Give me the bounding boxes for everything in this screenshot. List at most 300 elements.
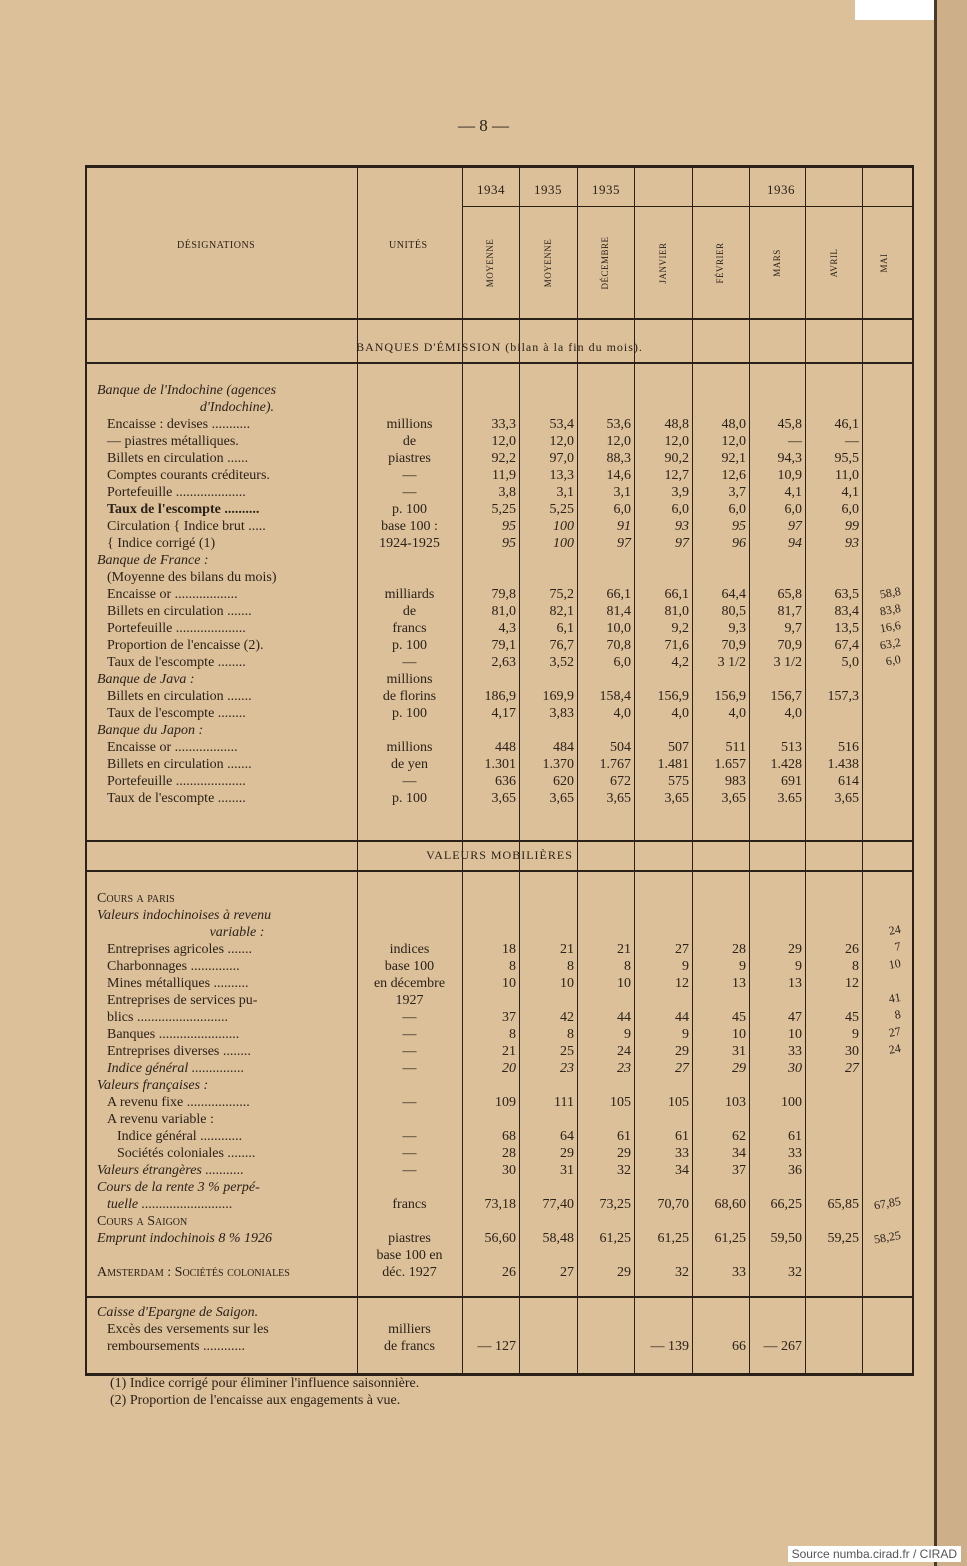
table-row bbox=[87, 569, 904, 586]
table-row bbox=[87, 1023, 904, 1043]
cell-value: 6,0 bbox=[841, 502, 859, 517]
row-label: A revenu variable : bbox=[107, 1112, 214, 1127]
cell-value-mai: 63,2 bbox=[878, 634, 902, 653]
cell-value: 29 bbox=[560, 1146, 574, 1161]
cell-value bbox=[462, 1111, 519, 1128]
cell-value: 8 bbox=[509, 1027, 516, 1042]
cell-value bbox=[519, 1111, 577, 1128]
row-label: Billets en circulation ....... bbox=[107, 757, 252, 772]
cell-value: 100 bbox=[553, 536, 574, 551]
row-unit bbox=[357, 890, 462, 907]
table-row bbox=[87, 907, 904, 924]
cell-value: 27 bbox=[675, 942, 689, 957]
cell-value: 62 bbox=[732, 1129, 746, 1144]
cell-value-mai: 58,25 bbox=[872, 1227, 902, 1247]
cell-value bbox=[462, 399, 519, 416]
cell-value: 3,83 bbox=[549, 706, 574, 721]
cell-value bbox=[634, 569, 692, 586]
cell-value bbox=[805, 1264, 862, 1281]
cell-value: 32 bbox=[675, 1265, 689, 1280]
cell-value: 5,25 bbox=[549, 502, 574, 517]
row-unit bbox=[357, 924, 462, 941]
cell-value: 45 bbox=[845, 1010, 859, 1025]
table-row bbox=[87, 1264, 904, 1281]
cell-value: 3.65 bbox=[777, 791, 802, 806]
cell-value: 5,25 bbox=[491, 502, 516, 517]
cell-value: 10 bbox=[560, 976, 574, 991]
cell-value: 82,1 bbox=[549, 604, 574, 619]
cell-value bbox=[462, 992, 519, 1009]
cell-value: 3,9 bbox=[671, 485, 689, 500]
source-credit: Source numba.cirad.fr / CIRAD bbox=[788, 1546, 961, 1562]
row-unit: indices bbox=[389, 942, 430, 957]
cell-value bbox=[692, 992, 749, 1009]
cell-value bbox=[462, 890, 519, 907]
cell-value: 92,2 bbox=[491, 451, 516, 466]
cell-value: 24 bbox=[617, 1044, 631, 1059]
cell-value: 4,17 bbox=[491, 706, 516, 721]
cell-value bbox=[519, 1321, 577, 1338]
cell-value bbox=[805, 1145, 862, 1162]
cell-value: 99 bbox=[845, 519, 859, 534]
header-month: AVRIL bbox=[829, 248, 839, 278]
cell-value: 77,40 bbox=[542, 1197, 574, 1212]
row-unit bbox=[357, 1179, 462, 1196]
cell-value bbox=[577, 1077, 634, 1094]
row-unit bbox=[357, 1111, 462, 1128]
cell-value bbox=[519, 1213, 577, 1230]
cell-value: 13 bbox=[788, 976, 802, 991]
cell-value: 28 bbox=[502, 1146, 516, 1161]
header-divider bbox=[87, 318, 912, 320]
row-unit: francs bbox=[392, 621, 427, 636]
cell-value bbox=[462, 671, 519, 688]
cell-value bbox=[462, 1247, 519, 1264]
cell-value: 12 bbox=[845, 976, 859, 991]
cell-value bbox=[462, 382, 519, 399]
cell-value-mai: 10 bbox=[887, 955, 902, 972]
table-row bbox=[87, 1338, 904, 1355]
footnote: (1) Indice corrigé pour éliminer l'influence saisonnière. bbox=[110, 1376, 420, 1391]
row-label: Banque du Japon : bbox=[97, 723, 204, 738]
row-unit: — bbox=[402, 1129, 417, 1144]
cell-value bbox=[519, 1304, 577, 1321]
cell-value: 10,9 bbox=[777, 468, 802, 483]
header-month: JANVIER bbox=[658, 242, 668, 284]
row-label: A revenu fixe .................. bbox=[107, 1095, 250, 1110]
row-unit: — bbox=[402, 1044, 417, 1059]
cell-value bbox=[462, 924, 519, 941]
next-page-edge bbox=[934, 0, 967, 1566]
cell-value: 29 bbox=[617, 1265, 631, 1280]
cell-value bbox=[577, 1179, 634, 1196]
cell-value: 9,7 bbox=[784, 621, 802, 636]
row-unit bbox=[357, 1213, 462, 1230]
cell-value: 3,1 bbox=[556, 485, 574, 500]
table-row bbox=[87, 535, 904, 552]
row-label: Circulation { Indice brut ..... bbox=[107, 519, 266, 534]
cell-value bbox=[749, 924, 805, 941]
table-row bbox=[87, 1006, 904, 1026]
cell-value: 73,25 bbox=[599, 1197, 631, 1212]
table-row bbox=[87, 921, 904, 941]
section-title: BANQUES D'ÉMISSION (bilan à la fin du mois). bbox=[356, 340, 643, 354]
row-label: Taux de l'escompte ........ bbox=[107, 791, 246, 806]
cell-value bbox=[634, 1304, 692, 1321]
header-year: 1935 bbox=[534, 182, 562, 197]
cell-value bbox=[577, 399, 634, 416]
row-label: — piastres métalliques. bbox=[107, 434, 239, 449]
cell-value bbox=[805, 1247, 862, 1264]
cell-value bbox=[692, 890, 749, 907]
cell-value bbox=[634, 890, 692, 907]
row-unit: p. 100 bbox=[392, 638, 427, 653]
cell-value bbox=[805, 890, 862, 907]
cell-value bbox=[692, 1304, 749, 1321]
cell-value: 36 bbox=[788, 1163, 802, 1178]
cell-value: 4,0 bbox=[613, 706, 631, 721]
row-unit bbox=[357, 569, 462, 586]
cell-value bbox=[749, 399, 805, 416]
row-label: Encaisse or .................. bbox=[107, 740, 238, 755]
cell-value: 448 bbox=[495, 740, 516, 755]
cell-value bbox=[519, 1338, 577, 1355]
cell-value: 45,8 bbox=[777, 417, 802, 432]
cell-value: 14,6 bbox=[606, 468, 631, 483]
cell-value bbox=[749, 552, 805, 569]
cell-value: 1.438 bbox=[827, 757, 859, 772]
row-label: Billets en circulation ...... bbox=[107, 451, 249, 466]
row-unit: — bbox=[402, 468, 417, 483]
row-unit bbox=[357, 1304, 462, 1321]
cell-value bbox=[577, 1111, 634, 1128]
cell-value: 6,0 bbox=[784, 502, 802, 517]
cell-value bbox=[692, 1179, 749, 1196]
cell-value: 983 bbox=[725, 774, 746, 789]
cell-value bbox=[692, 399, 749, 416]
cell-value bbox=[749, 1077, 805, 1094]
cell-value: 13 bbox=[732, 976, 746, 991]
table-row bbox=[87, 1094, 904, 1111]
row-unit: millions bbox=[386, 417, 433, 432]
row-label: Excès des versements sur les bbox=[107, 1322, 269, 1337]
header-month: MOYENNE bbox=[543, 238, 553, 288]
cell-value bbox=[519, 382, 577, 399]
cell-value bbox=[577, 671, 634, 688]
cell-value: — bbox=[788, 434, 802, 449]
row-label: Mines métalliques .......... bbox=[107, 976, 249, 991]
table-row bbox=[87, 600, 904, 620]
table-row bbox=[87, 617, 904, 637]
header-month: FÉVRIER bbox=[715, 242, 725, 284]
cell-value bbox=[805, 671, 862, 688]
row-label: Indice général ............ bbox=[117, 1129, 243, 1144]
cell-value bbox=[462, 907, 519, 924]
cell-value bbox=[462, 552, 519, 569]
section-divider bbox=[87, 870, 912, 872]
cell-value: 26 bbox=[845, 942, 859, 957]
row-unit bbox=[357, 722, 462, 739]
cell-value bbox=[634, 924, 692, 941]
row-unit: base 100 en bbox=[376, 1248, 443, 1263]
header-year: 1934 bbox=[477, 182, 505, 197]
cell-value: 9 bbox=[682, 959, 689, 974]
cell-value: 9 bbox=[624, 1027, 631, 1042]
header-month: DÉCEMBRE bbox=[600, 236, 610, 290]
cell-value bbox=[519, 552, 577, 569]
row-unit: — bbox=[402, 1061, 417, 1076]
row-unit: de bbox=[402, 434, 417, 449]
cell-value: 65,85 bbox=[827, 1197, 859, 1212]
cell-value: 3,7 bbox=[728, 485, 746, 500]
row-label: Cours a paris bbox=[97, 891, 175, 906]
cell-value: 507 bbox=[668, 740, 689, 755]
cell-value: 33 bbox=[732, 1265, 746, 1280]
header-month: MOYENNE bbox=[485, 238, 495, 288]
cell-value: 4,1 bbox=[784, 485, 802, 500]
cell-value: 3,1 bbox=[613, 485, 631, 500]
cell-value: 4,3 bbox=[498, 621, 516, 636]
cell-value: 10,0 bbox=[606, 621, 631, 636]
cell-value: 12,0 bbox=[721, 434, 746, 449]
row-unit: — bbox=[402, 655, 417, 670]
row-label: Portefeuille .................... bbox=[107, 621, 246, 636]
cell-value bbox=[692, 1321, 749, 1338]
cell-value: — 267 bbox=[763, 1339, 802, 1354]
cell-value: 93 bbox=[675, 519, 689, 534]
cell-value: 3,65 bbox=[549, 791, 574, 806]
cell-value: 1.481 bbox=[657, 757, 689, 772]
header-month: MAI bbox=[879, 253, 889, 273]
cell-value bbox=[805, 1128, 862, 1145]
cell-value: 88,3 bbox=[606, 451, 631, 466]
cell-value bbox=[749, 671, 805, 688]
cell-value: 12,7 bbox=[664, 468, 689, 483]
cell-value: 48,8 bbox=[664, 417, 689, 432]
row-label: Taux de l'escompte ........ bbox=[107, 655, 246, 670]
cell-value bbox=[634, 1321, 692, 1338]
cell-value: 156,7 bbox=[770, 689, 802, 704]
cell-value: 157,3 bbox=[827, 689, 859, 704]
cell-value bbox=[462, 569, 519, 586]
cell-value: 29 bbox=[617, 1146, 631, 1161]
cell-value bbox=[577, 1304, 634, 1321]
cell-value: 6,0 bbox=[613, 502, 631, 517]
row-label: Sociétés coloniales ........ bbox=[117, 1146, 256, 1161]
cell-value: 96 bbox=[732, 536, 746, 551]
table-row bbox=[87, 501, 904, 518]
cell-value: 156,9 bbox=[657, 689, 689, 704]
cell-value: 3,65 bbox=[491, 791, 516, 806]
cell-value: 95 bbox=[502, 519, 516, 534]
cell-value: 513 bbox=[781, 740, 802, 755]
cell-value bbox=[749, 890, 805, 907]
cell-value bbox=[692, 722, 749, 739]
table-row bbox=[87, 1040, 904, 1060]
cell-value: 67,4 bbox=[834, 638, 859, 653]
cell-value bbox=[805, 1321, 862, 1338]
cell-value bbox=[749, 992, 805, 1009]
cell-value bbox=[462, 1213, 519, 1230]
cell-value: 10 bbox=[617, 976, 631, 991]
cell-value: 10 bbox=[732, 1027, 746, 1042]
cell-value: 53,4 bbox=[549, 417, 574, 432]
cell-value bbox=[519, 1077, 577, 1094]
cell-value: 103 bbox=[725, 1095, 746, 1110]
row-label: Valeurs indochinoises à revenu bbox=[97, 908, 272, 923]
cell-value: 37 bbox=[732, 1163, 746, 1178]
footnote: (2) Proportion de l'encaisse aux engagements à vue. bbox=[110, 1393, 401, 1408]
row-label: Emprunt indochinois 8 % 1926 bbox=[97, 1231, 272, 1246]
cell-value-mai: 58,8 bbox=[878, 583, 902, 602]
cell-value: 29 bbox=[788, 942, 802, 957]
row-label: remboursements ............ bbox=[107, 1339, 246, 1354]
cell-value bbox=[749, 722, 805, 739]
cell-value: 3 1/2 bbox=[773, 655, 802, 670]
cell-value: 21 bbox=[617, 942, 631, 957]
row-label: Portefeuille .................... bbox=[107, 774, 246, 789]
row-label: Indice général ............... bbox=[107, 1061, 245, 1076]
cell-value: 6,0 bbox=[671, 502, 689, 517]
cell-value: 61,25 bbox=[657, 1231, 689, 1246]
cell-value: 66,25 bbox=[770, 1197, 802, 1212]
cell-value: 46,1 bbox=[834, 417, 859, 432]
row-label: Entreprises de services pu- bbox=[107, 993, 258, 1008]
cell-value bbox=[634, 722, 692, 739]
cell-value: 61 bbox=[788, 1129, 802, 1144]
cell-value: 156,9 bbox=[714, 689, 746, 704]
cell-value bbox=[692, 569, 749, 586]
table-row bbox=[87, 1193, 904, 1213]
cell-value: 23 bbox=[617, 1061, 631, 1076]
cell-value-mai: 6,0 bbox=[884, 651, 902, 669]
table-row bbox=[87, 1247, 904, 1264]
cell-value bbox=[462, 1321, 519, 1338]
cell-value bbox=[749, 1111, 805, 1128]
table-row bbox=[87, 890, 904, 907]
cell-value bbox=[519, 569, 577, 586]
cell-value: 12,0 bbox=[491, 434, 516, 449]
cell-value bbox=[692, 1213, 749, 1230]
cell-value bbox=[805, 705, 862, 722]
cell-value-mai: 8 bbox=[893, 1006, 902, 1022]
cell-value: 11,0 bbox=[835, 468, 859, 483]
cell-value: 636 bbox=[495, 774, 516, 789]
section-title: VALEURS MOBILIÈRES bbox=[426, 848, 573, 862]
row-unit: base 100 : bbox=[381, 519, 438, 534]
cell-value bbox=[805, 1213, 862, 1230]
row-label: Cours de la rente 3 % perpé- bbox=[97, 1180, 260, 1195]
row-label: Cours a Saigon bbox=[97, 1214, 188, 1229]
cell-value: 10 bbox=[788, 1027, 802, 1042]
row-label: Portefeuille .................... bbox=[107, 485, 246, 500]
row-label: blics .......................... bbox=[107, 1010, 228, 1025]
table-row bbox=[87, 416, 904, 433]
cell-value bbox=[519, 907, 577, 924]
cell-value: 8 bbox=[567, 959, 574, 974]
cell-value: 28 bbox=[732, 942, 746, 957]
table-row bbox=[87, 722, 904, 739]
cell-value: 4,2 bbox=[671, 655, 689, 670]
table-row bbox=[87, 651, 904, 671]
cell-value: 97 bbox=[675, 536, 689, 551]
cell-value: 12,0 bbox=[606, 434, 631, 449]
table-row bbox=[87, 773, 904, 790]
cell-value: 9 bbox=[852, 1027, 859, 1042]
cell-value bbox=[692, 924, 749, 941]
cell-value bbox=[692, 1247, 749, 1264]
row-label: Banques ....................... bbox=[107, 1027, 240, 1042]
row-label: tuelle .......................... bbox=[107, 1197, 233, 1212]
cell-value bbox=[805, 1162, 862, 1179]
cell-value bbox=[634, 1111, 692, 1128]
cell-value: 75,2 bbox=[549, 587, 574, 602]
cell-value: 44 bbox=[675, 1010, 689, 1025]
row-label: Banque de Java : bbox=[97, 672, 195, 687]
section-divider bbox=[87, 840, 912, 842]
cell-value: 13,5 bbox=[834, 621, 859, 636]
cell-value bbox=[749, 1304, 805, 1321]
cell-value: 3 1/2 bbox=[717, 655, 746, 670]
table-row bbox=[87, 989, 904, 1009]
cell-value: 9 bbox=[795, 959, 802, 974]
table-row bbox=[87, 1128, 904, 1145]
cell-value bbox=[519, 399, 577, 416]
cell-value: 95 bbox=[502, 536, 516, 551]
cell-value bbox=[634, 671, 692, 688]
cell-value bbox=[805, 992, 862, 1009]
cell-value: 3,8 bbox=[498, 485, 516, 500]
cell-value: 504 bbox=[610, 740, 631, 755]
cell-value bbox=[462, 1304, 519, 1321]
cell-value bbox=[805, 399, 862, 416]
cell-value bbox=[692, 907, 749, 924]
header-year: 1936 bbox=[767, 182, 795, 197]
cell-value: 94,3 bbox=[777, 451, 802, 466]
cell-value: 30 bbox=[502, 1163, 516, 1178]
cell-value bbox=[805, 907, 862, 924]
row-unit: p. 100 bbox=[392, 502, 427, 517]
cell-value: 8 bbox=[509, 959, 516, 974]
cell-value: 59,50 bbox=[770, 1231, 802, 1246]
cell-value: 169,9 bbox=[542, 689, 574, 704]
cell-value: 12,0 bbox=[664, 434, 689, 449]
cell-value: 31 bbox=[560, 1163, 574, 1178]
cell-value: 2,63 bbox=[491, 655, 516, 670]
cell-value: 42 bbox=[560, 1010, 574, 1025]
cell-value: 63,5 bbox=[834, 587, 859, 602]
cell-value: 18 bbox=[502, 942, 516, 957]
statistics-table bbox=[85, 165, 914, 1376]
cell-value: 81,0 bbox=[664, 604, 689, 619]
table-row bbox=[87, 790, 904, 807]
row-unit: p. 100 bbox=[392, 791, 427, 806]
cell-value: 30 bbox=[845, 1044, 859, 1059]
cell-value: 70,8 bbox=[606, 638, 631, 653]
cell-value: 9,2 bbox=[671, 621, 689, 636]
row-label: Banque de l'Indochine (agences bbox=[97, 383, 277, 398]
cell-value: 97,0 bbox=[549, 451, 574, 466]
row-label: Proportion de l'encaisse (2). bbox=[107, 638, 264, 653]
cell-value: 1.428 bbox=[770, 757, 802, 772]
row-label: Valeurs françaises : bbox=[97, 1078, 209, 1093]
row-label: Charbonnages .............. bbox=[107, 959, 240, 974]
row-unit: — bbox=[402, 1146, 417, 1161]
cell-value: 56,60 bbox=[484, 1231, 516, 1246]
row-label: Billets en circulation ....... bbox=[107, 689, 252, 704]
cell-value: 21 bbox=[560, 942, 574, 957]
row-unit: — bbox=[402, 1027, 417, 1042]
